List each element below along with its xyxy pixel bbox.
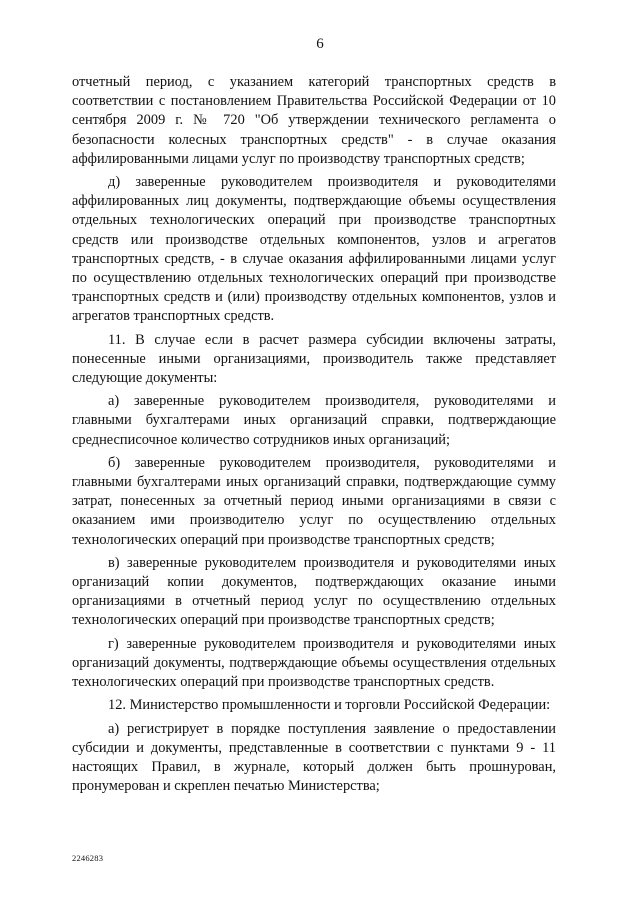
paragraph-section-12: 12. Министерство промышленности и торговли Российской Федерации:: [108, 697, 551, 714]
paragraph-continuation: отчетный период, с указанием категорий транспортных средств в соответствии с постановлением Правительства Российской Федерации от 10 сентября 2009 г. № 720 "Об утверждении технического регламента о безопасности колесных транспортных средств" - в случае оказания аффилированными лицами услуг по производству транспортных средств;: [72, 74, 556, 167]
paragraph-item-d: д) заверенные руководителем производителя и руководителями аффилированных лиц документы, подтверждающие объемы осуществления отдельных технологических операций при производстве транспортных средств или производстве отдельных компонентов, узлов и агрегатов транспортных средств, - в случае оказания аффилированными лицами услуг по осуществлению отдельных технологических операций при производстве транспортных средств и (или) производству отдельных компонентов, узлов и агрегатов транспортных средств.: [72, 174, 556, 325]
paragraph-section-12-item-a: а) регистрирует в порядке поступления заявление о предоставлении субсидии и документы, представленные в соответствии с пунктами 9 - 11 настоящих Правил, в журнале, который должен быть прошнурован, пронумерован и скреплен печатью Министерства;: [72, 720, 556, 795]
paragraph-section-11: 11. В случае если в расчет размера субсидии включены затраты, понесенные иными организациями, производитель также представляет следующие документы:: [72, 331, 556, 387]
document-body: [72, 73, 556, 800]
paragraph-item-v: в) заверенные руководителем производителя и руководителями иных организаций копии документов, подтверждающих оказание иными организациями в отчетный период услуг по осуществлению отдельных технологических операций при производстве транспортных средств;: [72, 554, 556, 629]
paragraph-item-a: а) заверенные руководителем производителя, руководителями и главными бухгалтерами иных организаций справки, подтверждающие среднесписочное количество сотрудников иных организаций;: [72, 393, 556, 448]
paragraph-item-b: б) заверенные руководителем производителя, руководителями и главными бухгалтерами иных организаций справки, подтверждающие сумму затрат, понесенных за отчетный период иными организациями в связи с оказанием ими производителю услуг по осуществлению отдельных технологических операций при производстве транспортных средств;: [72, 454, 556, 548]
paragraph-item-g: г) заверенные руководителем производителя и руководителями иных организаций документы, подтверждающие объемы осуществления отдельных технологических операций при производстве транспортных средств.: [72, 635, 556, 691]
document-code: 2246283: [72, 853, 104, 863]
page-number: 6: [316, 36, 324, 52]
